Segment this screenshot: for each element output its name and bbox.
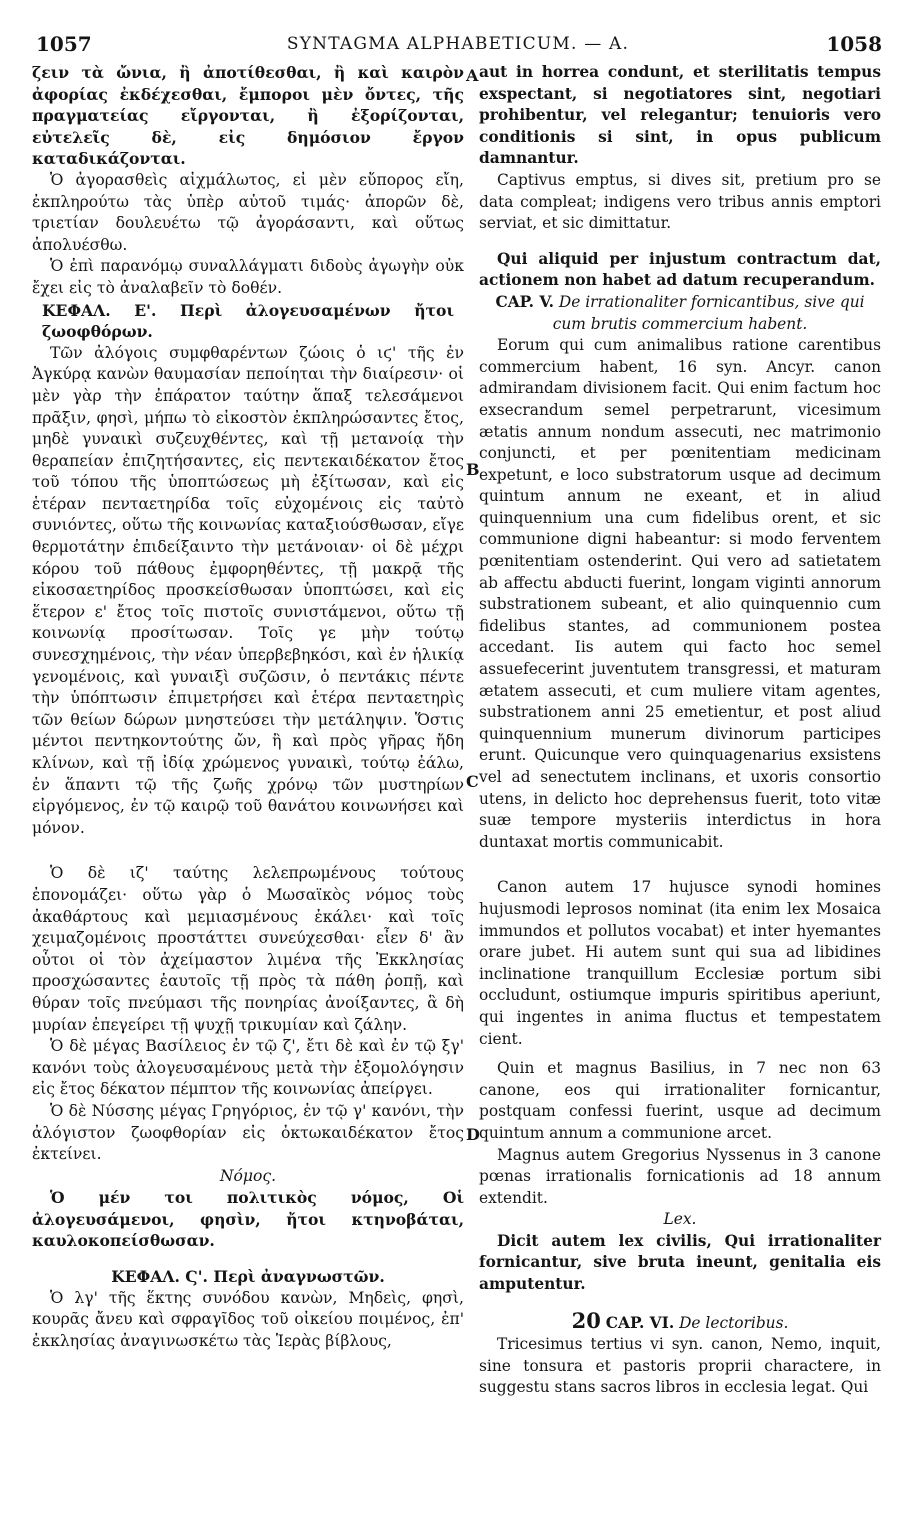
page-number-left: 1057 <box>36 32 92 56</box>
latin-paragraph: Tricesimus tertius vi syn. canon, Nemo, inquit, sine tonsura et pastoris proprii charactere, in suggestu stans sacros libros in ecclesia legat. Qui <box>479 1335 881 1397</box>
latin-chapter-title: De lectoribus. <box>679 1313 789 1332</box>
latin-paragraph: Qui aliquid per injustum contractum dat, actionem non habet ad datum recuperandum. <box>479 249 881 290</box>
latin-paragraph: Canon autem 17 hujusce synodi homines hujusmodi leprosos nominat (ita enim lex Mosaica immundos et pollutos vocabat) et inter hyemantes orare jubet. Hi autem sunt qui sua ad libidines inclinatione tranquillum Ecclesiæ portum sibi occludunt, ostiumque impuris spiritibus aperiunt, qui ingentes in anima fluctus et tempestatem cient. <box>479 878 881 1048</box>
running-title: SYNTAGMA ALPHABETICUM. — A. <box>286 34 630 54</box>
latin-paragraph: Dicit autem lex civilis, Qui irrationaliter fornicantur, sive bruta ineunt, genitalia eis amputentur. <box>479 1231 881 1294</box>
greek-paragraph: Ὁ δὲ ιζ' ταύτης λελεπρωμένους τούτους ἐπονομάζει· οὕτω γὰρ ὁ Μωσαϊκὸς νόμος τοὺς ἀκαθάρτους καὶ μεμιασμένους ἐκάλει· καὶ τοῖς χειμαζομένοις προστάττει συνεύχεσθαι· εἶεν δ' ἂν οὗτοι οἱ τὸν ἀχείμαστον λιμένα τῆς Ἐκκλησίας προσχώσαντες ἑαυτοῖς τῇ πρὸς τὰ πάθη ῥοπῇ, καὶ θύραν τοῖς πνεύμασι τῆς πονηρίας ἀνοίξαντες, ἃ δὴ μυρίαν ἐπεγείρει τῇ ψυχῇ τρικυμίαν καὶ ζάλην. <box>32 864 464 1034</box>
latin-chapter-number: CAP. VI. <box>605 1313 675 1332</box>
greek-paragraph: Ὁ ἀγορασθεὶς αἰχμάλωτος, εἰ μὲν εὔπορος εἴη, ἐκπληρούτω τὰς ὑπὲρ αὐτοῦ τιμάς· ἀπορῶν δὲ, τριετίαν δουλευέτω τῷ ἀγοράσαντι, καὶ οὕτως ἀπολυέσθω. <box>32 170 464 254</box>
greek-paragraph: Ὁ δὲ μέγας Βασίλειος ἐν τῷ ζ', ἔτι δὲ καὶ ἐν τῷ ξγ' κανόνι τοὺς ἀλογευσαμένους μετὰ τὴν ἐξομολόγησιν εἰς ἔτος δέκατον πέμπτον τῆς κοινωνίας ἀπείργει. <box>32 1037 464 1099</box>
latin-chapter-heading <box>479 292 881 335</box>
section-marker-d: D <box>466 1125 480 1144</box>
section-marker-b: B <box>466 460 480 479</box>
latin-chapter-number: CAP. V. <box>495 292 554 311</box>
greek-paragraph: Ὁ μέν τοι πολιτικὸς νόμος, Οἱ ἀλογευσάμενοι, φησὶν, ἤτοι κτηνοβάται, καυλοκοπείσθωσαν. <box>32 1188 464 1251</box>
greek-paragraph: Ὁ δὲ Νύσσης μέγας Γρηγόριος, ἐν τῷ γ' κανόνι, τὴν ἀλόγιστον ζωοφθορίαν εἰς ὀκτωκαιδέκατον ἔτος ἐκτείνει. <box>32 1101 464 1164</box>
greek-column <box>32 62 464 1352</box>
latin-paragraph: Magnus autem Gregorius Nyssenus in 3 canone pœnas irrationalis fornicationis ad 18 annum extendit. <box>479 1145 881 1207</box>
latin-paragraph: aut in horrea condunt, et sterilitatis tempus exspectant, si negotiatores sint, negotiari prohibentur, vel relegantur; tenuioris vero conditionis si sint, in opus publicum damnantur. <box>479 63 881 168</box>
greek-chapter-heading: ΚΕΦΑΛ. Ε'. Περὶ ἀλογευσαμένων ἤτοι ζωοφθόρων. <box>42 300 454 342</box>
greek-paragraph: ζειν τὰ ὤνια, ἢ ἀποτίθεσθαι, ἢ καὶ καιρὸν ἀφορίας ἐκδέχεσθαι, ἔμποροι μὲν ὄντες, τῆς πραγματείας εἴργονται, ἢ ἐξορίζονται, εὐτελεῖς δὲ, εἰς δημόσιον ἔργον καταδικάζονται. <box>32 63 464 169</box>
greek-paragraph: Ὁ λγ' τῆς ἕκτης συνόδου κανὼν, Μηδεὶς, φησὶ, κουρᾶς ἄνευ καὶ σφραγῖδος τοῦ οἰκείου ποιμένος, ἐπ' ἐκκλησίας ἀναγινωσκέτω τὰς Ἱερὰς βίβλους, <box>32 1288 464 1350</box>
latin-paragraph: Captivus emptus, si dives sit, pretium pro se data compleat; indigens vero tribus annis emptori serviat, et sic dimittatur. <box>479 170 881 233</box>
latin-paragraph: Quin et magnus Basilius, in 7 nec non 63 canone, eos qui irrationaliter fornicantur, postquam confessi fuerint, usque ad decimum quintum annum a communione arcet. <box>479 1059 881 1142</box>
greek-paragraph: Ὁ ἐπὶ παρανόμῳ συναλλάγματι διδοὺς ἀγωγὴν οὐκ ἔχει εἰς τὸ ἀναλαβεῖν τὸ δοθέν. <box>32 257 464 297</box>
latin-paragraph: Eorum qui cum animalibus ratione carentibus commercium habent, 16 syn. Ancyr. canon admirandam divisionem facit. Qui enim factum hoc exsecrandum semel perpetrarunt, vicesimum ætatis annum nondum assecuti, nec matrimonio conjuncti, et per pœnitentiam medicinam expetunt, e loco substratorum usque ad decimum quintum annum ne exeant, et in aliud quinquennium una cum fidelibus orent, et sic communione digni habeantur: si modo ferventem pœnitentiam ostenderint. Qui vero ad satietatem ab affectu abducti fuerint, longam viginti annorum substrationem subeant, et alio quinquennio cum fidelibus stantes, ad communionem postea accedant. Iis autem qui facto hoc semel assuefecerint juventutem transgressi, et maturam ætatem assecuti, et cum muliere vitam agentes, substrationem anni 25 emetientur, et post aliud quinquennium munerum divinorum participes erunt. Quicunque vero quinquagenarius exsistens vel ad senectutem inclinans, et uxoris consortio utens, in delicto hoc deprehensus fuerit, toto vitæ suæ tempore mysteriis interdictus in hora duntaxat mortis communicabit. <box>479 336 881 851</box>
greek-chapter-heading: ΚΕΦΑΛ. Ϛ'. Περὶ ἀναγνωστῶν. <box>111 1267 385 1287</box>
running-header <box>34 32 882 56</box>
greek-paragraph: Τῶν ἀλόγοις συμφθαρέντων ζώοις ὁ ιϛ' τῆς ἐν Ἀγκύρᾳ κανὼν θαυμασίαν πεποίηται τὴν διαίρεσιν· οἱ μὲν γὰρ τὴν ἐπάρατον ταύτην ἅπαξ τελεσάμενοι πρᾶξιν, φησὶ, μήπω τὸ εἰκοστὸν ἐκπληρώσαντες ἔτος, μηδὲ γυναικὶ συζευχθέντες, καὶ τῇ μετανοίᾳ τὴν θεραπείαν ἐπιζητήσαντες, εἰς πεντεκαιδέκατον ἔτος τοῦ τόπου τῆς ὑποπτώσεως μὴ ἐξίτωσαν, καὶ εἰς ἑτέραν πενταετηρίδα τοῖς εὐχομένοις εἰς ταὐτὸ συνιόντες, οὕτω τῆς κοινωνίας καταξιούσθωσαν, εἴγε θερμοτάτην ἐπιδείξαιντο τὴν μετάνοιαν· οἱ δὲ μέχρι κόρου τοῦ πάθους ἐμφορηθέντες, τῇ μακρᾷ τῆς εἰκοσαετηρίδος προσκείσθωσαν ὑποπτώσει, καὶ εἰς ἕτερον ε' ἔτος τοῖς πιστοῖς συνιστάμενοι, οὕτω τῇ κοινωνίᾳ προσίτωσαν. Τοῖς γε μὴν τούτῳ συνεσχημένοις, τὴν νέαν ὑπερβεβηκόσι, καὶ ἐν ἡλικίᾳ γενομένοις, καὶ γυναιξὶ συζῶσιν, ὁ πεντάκις πέντε τὴν ὑπόπτωσιν ἐπιμετρήσει καὶ ἑτέρα πενταετηρὶς τῶν θείων δώρων μνηστεύσει τὴν μετάληψιν. Ὅστις μέντοι πεντηκοντούτης ὤν, ἢ καὶ πρὸς γῆρας ἤδη κλίνων, καὶ τῇ ἰδίᾳ χρώμενος γυναικὶ, τούτῳ ἑάλω, ἐν ἅπαντι τῷ τῆς ζωῆς χρόνῳ τῶν μυστηρίων εἰργόμενος, ἐν τῷ καιρῷ τοῦ θανάτου κοινωνήσει καὶ μόνον. <box>32 343 464 837</box>
section-marker-c: C <box>466 772 479 791</box>
latin-chapter-title: De irrationaliter fornicantibus, sive qui cum brutis commercium habent. <box>552 292 865 333</box>
signature-number: 20 <box>571 1307 601 1333</box>
latin-law-heading: Lex. <box>663 1210 697 1229</box>
page-number-right: 1058 <box>826 32 882 56</box>
greek-law-heading: Νόμος. <box>219 1166 277 1185</box>
section-marker-a: A <box>466 66 479 85</box>
latin-column <box>479 62 881 1399</box>
latin-chapter-heading <box>479 1307 881 1335</box>
